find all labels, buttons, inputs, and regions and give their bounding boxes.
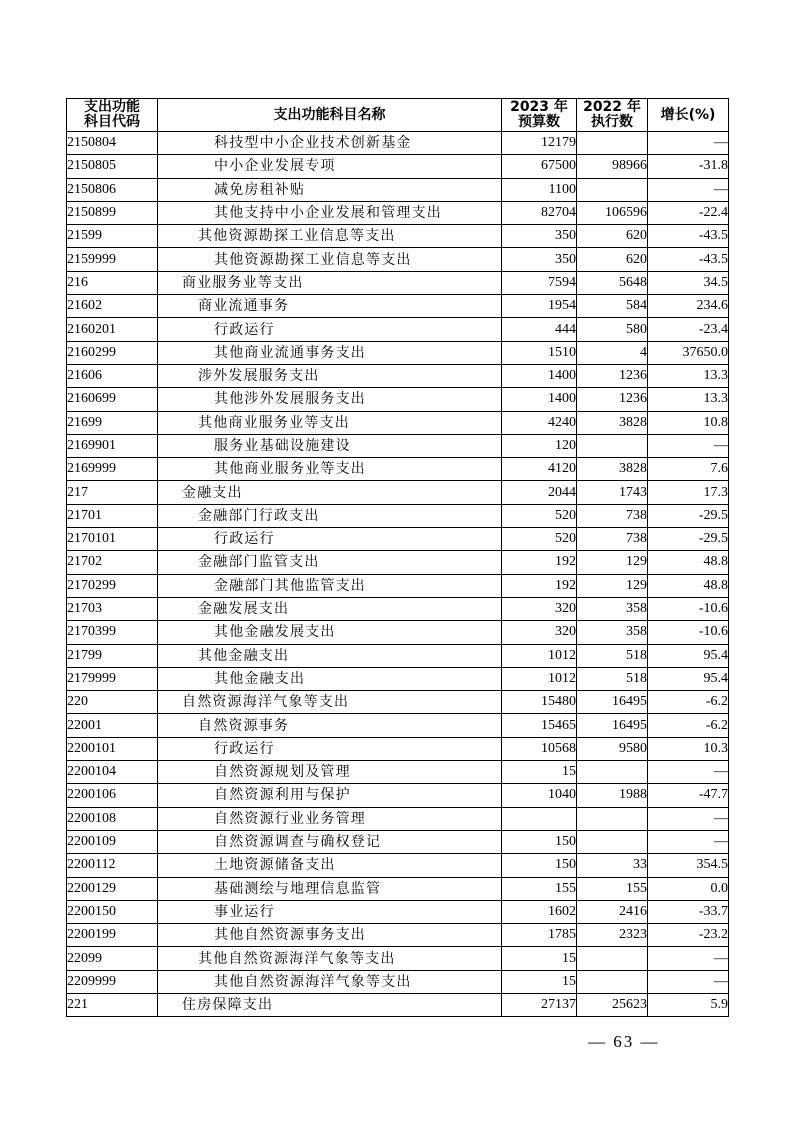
row-actual-2022: 620 <box>577 225 648 248</box>
row-growth: — <box>648 434 729 457</box>
row-name: 自然资源利用与保护 <box>158 784 502 807</box>
row-growth: 10.8 <box>648 411 729 434</box>
row-code: 220 <box>67 691 158 714</box>
row-code: 2159999 <box>67 248 158 271</box>
table-row <box>67 434 729 457</box>
row-actual-2022: 584 <box>577 295 648 318</box>
row-budget-2023: 12179 <box>502 132 577 155</box>
row-name: 其他自然资源事务支出 <box>158 924 502 947</box>
row-name: 事业运行 <box>158 900 502 923</box>
row-name: 自然资源规划及管理 <box>158 761 502 784</box>
row-growth: 234.6 <box>648 295 729 318</box>
row-growth: -29.5 <box>648 504 729 527</box>
header-actual-2022: 2022 年 执行数 <box>577 99 648 132</box>
row-actual-2022: 1988 <box>577 784 648 807</box>
row-budget-2023: 15465 <box>502 714 577 737</box>
row-code: 21606 <box>67 364 158 387</box>
row-growth: -33.7 <box>648 900 729 923</box>
row-name: 基础测绘与地理信息监管 <box>158 877 502 900</box>
row-growth: -29.5 <box>648 528 729 551</box>
table-row <box>67 388 729 411</box>
row-growth: 5.9 <box>648 993 729 1016</box>
row-actual-2022 <box>577 434 648 457</box>
row-budget-2023: 1602 <box>502 900 577 923</box>
row-name: 自然资源调查与确权登记 <box>158 830 502 853</box>
row-name: 减免房租补贴 <box>158 178 502 201</box>
row-actual-2022 <box>577 761 648 784</box>
row-name: 行政运行 <box>158 528 502 551</box>
row-name: 土地资源储备支出 <box>158 854 502 877</box>
row-code: 2150899 <box>67 201 158 224</box>
row-code: 21699 <box>67 411 158 434</box>
row-code: 2200106 <box>67 784 158 807</box>
row-code: 2150804 <box>67 132 158 155</box>
row-code: 2160299 <box>67 341 158 364</box>
row-name: 服务业基础设施建设 <box>158 434 502 457</box>
row-actual-2022 <box>577 947 648 970</box>
row-growth: 48.8 <box>648 574 729 597</box>
row-actual-2022: 5648 <box>577 271 648 294</box>
row-growth: — <box>648 807 729 830</box>
row-name: 中小企业发展专项 <box>158 155 502 178</box>
row-name: 行政运行 <box>158 737 502 760</box>
row-growth: 354.5 <box>648 854 729 877</box>
page-number: — 63 — <box>588 1032 660 1051</box>
row-budget-2023: 15480 <box>502 691 577 714</box>
table-row <box>67 761 729 784</box>
row-budget-2023: 350 <box>502 225 577 248</box>
row-code: 2200129 <box>67 877 158 900</box>
header-name: 支出功能科目名称 <box>158 99 502 132</box>
row-name: 其他涉外发展服务支出 <box>158 388 502 411</box>
table-row <box>67 155 729 178</box>
row-name: 其他自然资源海洋气象等支出 <box>158 970 502 993</box>
table-row <box>67 132 729 155</box>
row-code: 2200150 <box>67 900 158 923</box>
row-budget-2023: 1785 <box>502 924 577 947</box>
row-code: 21702 <box>67 551 158 574</box>
row-code: 2170299 <box>67 574 158 597</box>
row-actual-2022: 2416 <box>577 900 648 923</box>
row-code: 2170101 <box>67 528 158 551</box>
row-name: 其他支持中小企业发展和管理支出 <box>158 201 502 224</box>
row-growth: 34.5 <box>648 271 729 294</box>
table-row <box>67 807 729 830</box>
row-name: 商业流通事务 <box>158 295 502 318</box>
row-actual-2022: 1236 <box>577 364 648 387</box>
row-actual-2022 <box>577 132 648 155</box>
table-row <box>67 597 729 620</box>
row-code: 217 <box>67 481 158 504</box>
row-budget-2023: 1510 <box>502 341 577 364</box>
row-budget-2023: 82704 <box>502 201 577 224</box>
table-row <box>67 970 729 993</box>
row-growth: 10.3 <box>648 737 729 760</box>
table-row <box>67 481 729 504</box>
table-row <box>67 714 729 737</box>
row-name: 其他商业服务业等支出 <box>158 458 502 481</box>
row-growth: — <box>648 970 729 993</box>
row-actual-2022: 620 <box>577 248 648 271</box>
table-row <box>67 341 729 364</box>
row-actual-2022: 1236 <box>577 388 648 411</box>
row-budget-2023: 15 <box>502 970 577 993</box>
row-name: 其他商业流通事务支出 <box>158 341 502 364</box>
row-growth: -22.4 <box>648 201 729 224</box>
table-row <box>67 248 729 271</box>
row-code: 21799 <box>67 644 158 667</box>
row-name: 其他金融支出 <box>158 667 502 690</box>
row-code: 2160699 <box>67 388 158 411</box>
table-row <box>67 201 729 224</box>
row-budget-2023 <box>502 807 577 830</box>
table-row <box>67 528 729 551</box>
row-actual-2022: 129 <box>577 551 648 574</box>
row-code: 2150805 <box>67 155 158 178</box>
row-actual-2022: 358 <box>577 597 648 620</box>
row-budget-2023: 520 <box>502 528 577 551</box>
row-growth: -10.6 <box>648 597 729 620</box>
row-name: 金融部门监管支出 <box>158 551 502 574</box>
row-actual-2022: 9580 <box>577 737 648 760</box>
row-budget-2023: 192 <box>502 574 577 597</box>
row-name: 其他资源勘探工业信息等支出 <box>158 225 502 248</box>
row-actual-2022: 98966 <box>577 155 648 178</box>
table-row <box>67 458 729 481</box>
row-name: 自然资源事务 <box>158 714 502 737</box>
row-code: 2200104 <box>67 761 158 784</box>
row-code: 216 <box>67 271 158 294</box>
row-budget-2023: 27137 <box>502 993 577 1016</box>
budget-table <box>66 98 729 1017</box>
row-growth: -43.5 <box>648 225 729 248</box>
row-code: 2179999 <box>67 667 158 690</box>
row-actual-2022 <box>577 807 648 830</box>
row-name: 金融发展支出 <box>158 597 502 620</box>
table-row <box>67 993 729 1016</box>
row-actual-2022: 33 <box>577 854 648 877</box>
row-growth: 17.3 <box>648 481 729 504</box>
row-code: 2169901 <box>67 434 158 457</box>
row-growth: -23.4 <box>648 318 729 341</box>
row-code: 221 <box>67 993 158 1016</box>
table-row <box>67 924 729 947</box>
row-growth: -23.2 <box>648 924 729 947</box>
row-growth: — <box>648 761 729 784</box>
row-budget-2023: 1012 <box>502 667 577 690</box>
row-actual-2022: 3828 <box>577 411 648 434</box>
row-growth: 13.3 <box>648 388 729 411</box>
table-row <box>67 644 729 667</box>
row-actual-2022 <box>577 970 648 993</box>
row-actual-2022: 738 <box>577 504 648 527</box>
row-budget-2023: 1400 <box>502 364 577 387</box>
row-budget-2023: 320 <box>502 621 577 644</box>
table-row <box>67 271 729 294</box>
table-row <box>67 900 729 923</box>
row-budget-2023: 1012 <box>502 644 577 667</box>
row-growth: 0.0 <box>648 877 729 900</box>
row-code: 2150806 <box>67 178 158 201</box>
row-actual-2022: 580 <box>577 318 648 341</box>
row-code: 2160201 <box>67 318 158 341</box>
row-code: 2200101 <box>67 737 158 760</box>
table-row <box>67 574 729 597</box>
row-budget-2023: 1100 <box>502 178 577 201</box>
row-budget-2023: 155 <box>502 877 577 900</box>
header-code: 支出功能 科目代码 <box>67 99 158 132</box>
header-growth: 增长(%) <box>648 99 729 132</box>
row-name: 住房保障支出 <box>158 993 502 1016</box>
row-budget-2023: 1954 <box>502 295 577 318</box>
row-growth: -47.7 <box>648 784 729 807</box>
row-budget-2023: 7594 <box>502 271 577 294</box>
table-row <box>67 225 729 248</box>
row-budget-2023: 350 <box>502 248 577 271</box>
row-name: 自然资源海洋气象等支出 <box>158 691 502 714</box>
row-budget-2023: 192 <box>502 551 577 574</box>
row-budget-2023: 444 <box>502 318 577 341</box>
row-growth: -6.2 <box>648 691 729 714</box>
table-row <box>67 551 729 574</box>
row-name: 金融部门其他监管支出 <box>158 574 502 597</box>
table-row <box>67 737 729 760</box>
row-name: 其他金融发展支出 <box>158 621 502 644</box>
table-row <box>67 504 729 527</box>
row-budget-2023: 4240 <box>502 411 577 434</box>
row-code: 2200108 <box>67 807 158 830</box>
row-actual-2022: 518 <box>577 667 648 690</box>
row-budget-2023: 320 <box>502 597 577 620</box>
table-row <box>67 621 729 644</box>
table-row <box>67 947 729 970</box>
table-row <box>67 877 729 900</box>
row-growth: 48.8 <box>648 551 729 574</box>
row-actual-2022: 2323 <box>577 924 648 947</box>
row-code: 2169999 <box>67 458 158 481</box>
row-name: 其他资源勘探工业信息等支出 <box>158 248 502 271</box>
table-row <box>67 691 729 714</box>
row-budget-2023: 520 <box>502 504 577 527</box>
table-row <box>67 295 729 318</box>
table-row <box>67 854 729 877</box>
row-budget-2023: 10568 <box>502 737 577 760</box>
row-budget-2023: 150 <box>502 854 577 877</box>
row-actual-2022: 106596 <box>577 201 648 224</box>
row-code: 2209999 <box>67 970 158 993</box>
row-name: 行政运行 <box>158 318 502 341</box>
table-header-row <box>67 99 729 132</box>
table-row <box>67 411 729 434</box>
row-name: 其他自然资源海洋气象等支出 <box>158 947 502 970</box>
row-code: 21701 <box>67 504 158 527</box>
row-actual-2022: 129 <box>577 574 648 597</box>
row-actual-2022: 4 <box>577 341 648 364</box>
row-growth: 95.4 <box>648 644 729 667</box>
row-actual-2022: 25623 <box>577 993 648 1016</box>
row-name: 金融部门行政支出 <box>158 504 502 527</box>
row-code: 2200112 <box>67 854 158 877</box>
row-actual-2022 <box>577 178 648 201</box>
row-growth: — <box>648 830 729 853</box>
row-name: 金融支出 <box>158 481 502 504</box>
row-name: 涉外发展服务支出 <box>158 364 502 387</box>
row-growth: 7.6 <box>648 458 729 481</box>
table-row <box>67 178 729 201</box>
row-growth: 37650.0 <box>648 341 729 364</box>
row-code: 2200109 <box>67 830 158 853</box>
row-code: 22099 <box>67 947 158 970</box>
row-actual-2022 <box>577 830 648 853</box>
row-actual-2022: 358 <box>577 621 648 644</box>
row-budget-2023: 120 <box>502 434 577 457</box>
row-code: 21599 <box>67 225 158 248</box>
row-growth: — <box>648 178 729 201</box>
table-row <box>67 318 729 341</box>
table-row <box>67 784 729 807</box>
row-code: 21602 <box>67 295 158 318</box>
table-row <box>67 364 729 387</box>
row-actual-2022: 16495 <box>577 691 648 714</box>
table-row <box>67 667 729 690</box>
header-budget-2023: 2023 年 预算数 <box>502 99 577 132</box>
row-name: 商业服务业等支出 <box>158 271 502 294</box>
row-actual-2022: 155 <box>577 877 648 900</box>
row-code: 2170399 <box>67 621 158 644</box>
row-actual-2022: 518 <box>577 644 648 667</box>
row-code: 21703 <box>67 597 158 620</box>
row-budget-2023: 15 <box>502 761 577 784</box>
row-name: 科技型中小企业技术创新基金 <box>158 132 502 155</box>
row-budget-2023: 4120 <box>502 458 577 481</box>
row-code: 22001 <box>67 714 158 737</box>
row-actual-2022: 738 <box>577 528 648 551</box>
row-growth: — <box>648 132 729 155</box>
row-name: 其他商业服务业等支出 <box>158 411 502 434</box>
row-budget-2023: 15 <box>502 947 577 970</box>
row-growth: -31.8 <box>648 155 729 178</box>
row-growth: 13.3 <box>648 364 729 387</box>
row-growth: -10.6 <box>648 621 729 644</box>
row-budget-2023: 2044 <box>502 481 577 504</box>
row-budget-2023: 150 <box>502 830 577 853</box>
row-growth: -43.5 <box>648 248 729 271</box>
row-name: 其他金融支出 <box>158 644 502 667</box>
table-row <box>67 830 729 853</box>
row-growth: 95.4 <box>648 667 729 690</box>
row-actual-2022: 1743 <box>577 481 648 504</box>
row-actual-2022: 16495 <box>577 714 648 737</box>
row-budget-2023: 67500 <box>502 155 577 178</box>
row-name: 自然资源行业业务管理 <box>158 807 502 830</box>
row-budget-2023: 1400 <box>502 388 577 411</box>
row-budget-2023: 1040 <box>502 784 577 807</box>
row-growth: -6.2 <box>648 714 729 737</box>
row-growth: — <box>648 947 729 970</box>
row-actual-2022: 3828 <box>577 458 648 481</box>
row-code: 2200199 <box>67 924 158 947</box>
